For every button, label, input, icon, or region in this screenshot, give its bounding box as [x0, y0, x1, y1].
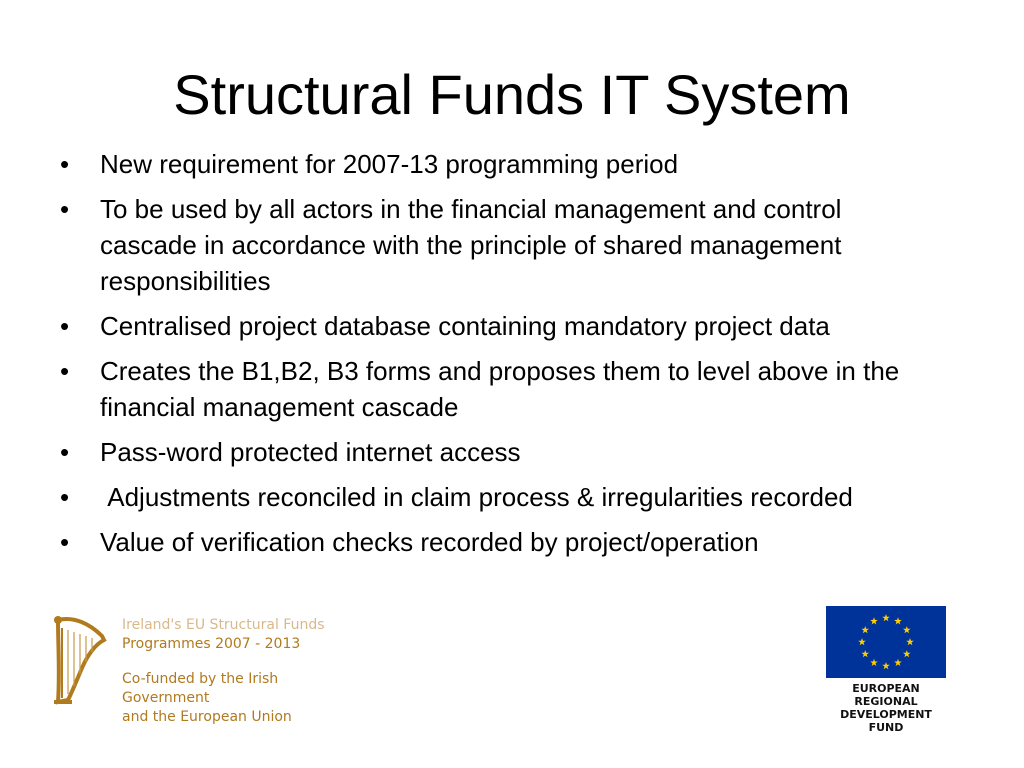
erdf-logo [822, 606, 950, 734]
bullet-text: Pass-word protected internet access [100, 437, 521, 467]
programme-text [122, 616, 325, 654]
bullet-marker: • [60, 437, 70, 467]
bullet-item [60, 308, 940, 344]
cofund-line-2: and the European Union [122, 709, 292, 725]
bullet-marker: • [60, 149, 70, 179]
bullet-item [60, 524, 940, 560]
bullet-list [60, 146, 940, 569]
bullet-marker: • [60, 194, 70, 224]
bullet-item [60, 191, 940, 299]
bullet-marker: • [60, 356, 70, 386]
bullet-item [60, 146, 940, 182]
eu-flag-icon [826, 606, 946, 678]
slide-title: Structural Funds IT System [173, 63, 851, 126]
bullet-text: To be used by all actors in the financial management and control cascade in accordance with the principle of shared management responsibilities [100, 194, 842, 296]
bullet-item [60, 353, 940, 425]
bullet-item [60, 479, 940, 515]
bullet-text: Adjustments reconciled in claim process & irregularities recorded [100, 482, 853, 512]
bullet-text: New requirement for 2007-13 programming period [100, 149, 679, 179]
bullet-text: Value of verification checks recorded by project/operation [100, 527, 759, 557]
eu-caption-line-2: DEVELOPMENT FUND [840, 708, 932, 734]
programme-line-2: Programmes 2007 - 2013 [122, 636, 301, 652]
eu-caption-line-1: EUROPEAN REGIONAL [852, 682, 920, 708]
cofund-text [122, 670, 360, 727]
cofund-line-1: Co-funded by the Irish Government [122, 671, 279, 706]
bullet-text: Centralised project database containing mandatory project data [100, 311, 830, 341]
bullet-text: Creates the B1,B2, B3 forms and proposes them to level above in the financial management cascade [100, 356, 900, 422]
bullet-marker: • [60, 527, 70, 557]
bullet-marker: • [60, 482, 70, 512]
eu-structural-funds-logo [40, 612, 360, 725]
harp-icon [44, 614, 114, 706]
bullet-item [60, 434, 940, 470]
eu-caption [822, 682, 950, 734]
programme-line-1: Ireland's EU Structural Funds [122, 617, 325, 633]
bullet-marker: • [60, 311, 70, 341]
